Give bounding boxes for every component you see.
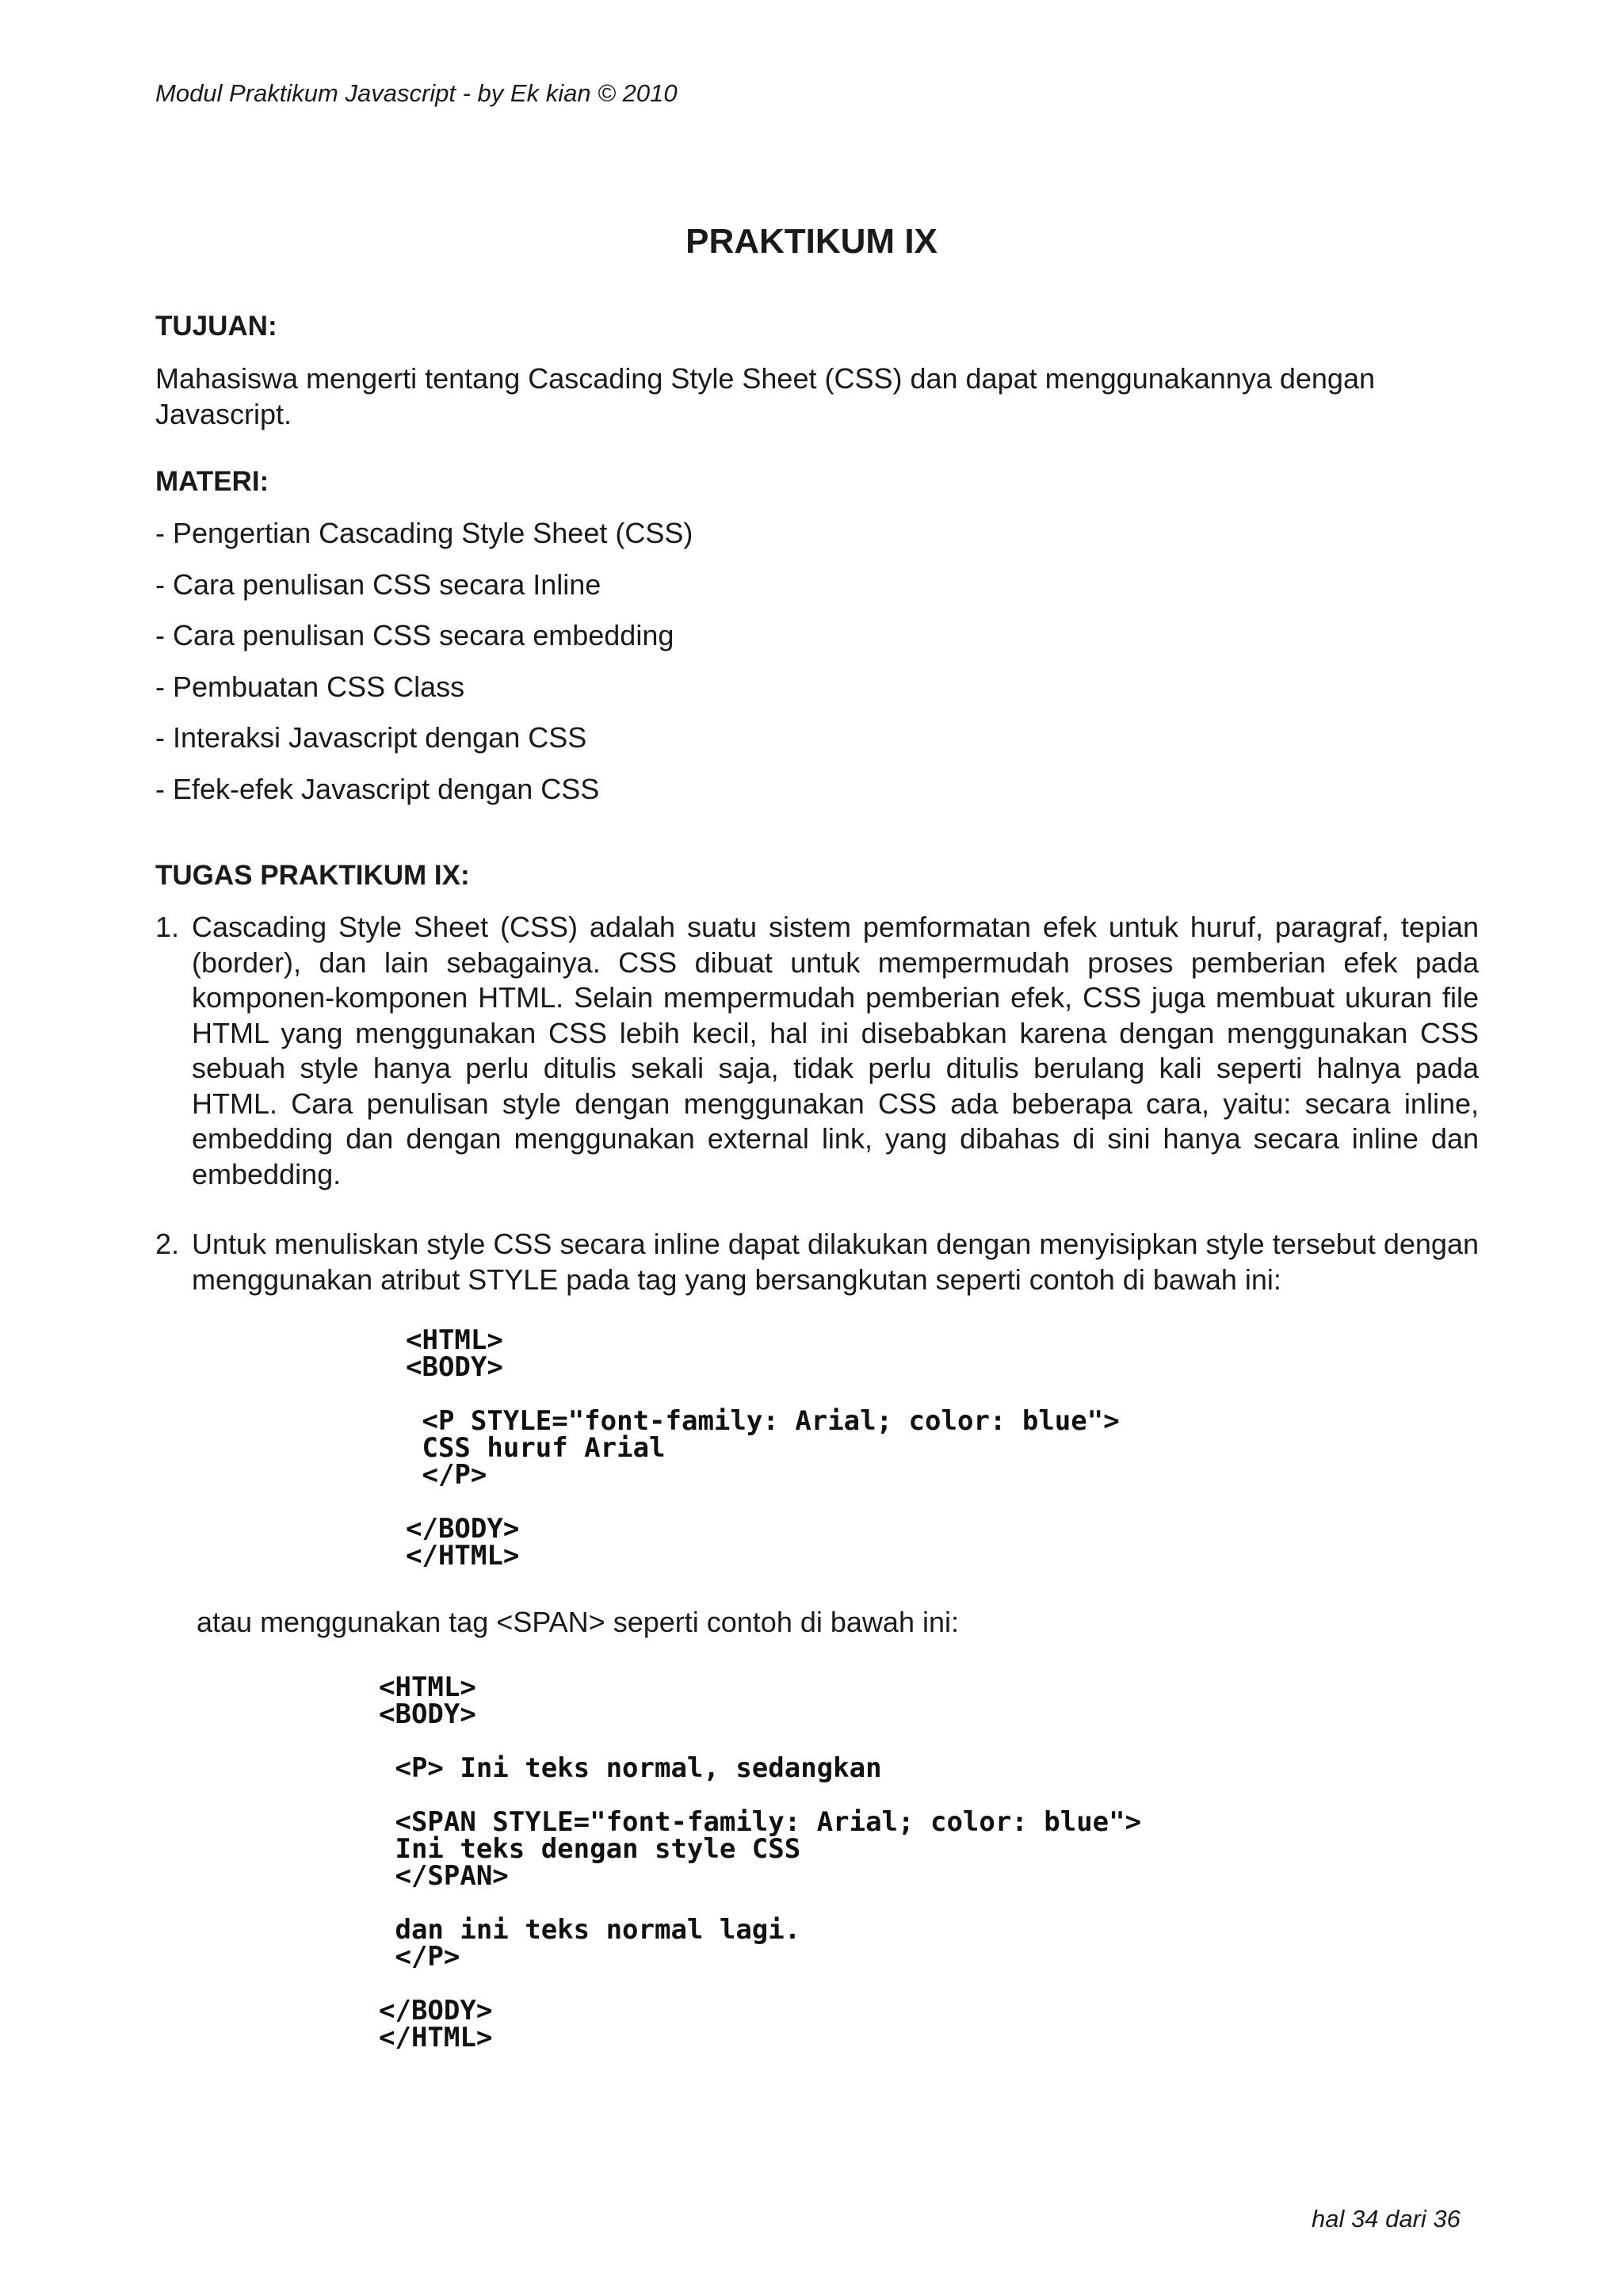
tugas-list: [155, 910, 1479, 1297]
code-blank-line: [406, 1381, 1120, 1408]
code-line: <P> Ini teks normal, sedangkan: [379, 1752, 882, 1784]
code-line: <HTML>: [406, 1324, 503, 1356]
code-blank-line: [379, 1889, 1141, 1916]
code-line: </HTML>: [379, 2022, 493, 2053]
code-line: Ini teks dengan style CSS: [379, 1833, 801, 1865]
code-line: </HTML>: [406, 1540, 520, 1572]
materi-item: - Cara penulisan CSS secara Inline: [155, 567, 601, 601]
code-line: </BODY>: [379, 1995, 493, 2027]
code-line: <SPAN STYLE="font-family: Arial; color: blue">: [379, 1806, 1142, 1838]
code-blank-line: [379, 1728, 1141, 1755]
tugas-item-2: [155, 1227, 1479, 1297]
tugas-item-text: Cascading Style Sheet (CSS) adalah suatu sistem pemformatan efek untuk huruf, paragraf, tepian (border), dan lain sebagainya. CSS dibuat untuk mempermudah proses pemberian efek pada komponen-komponen HTML. Selain mempermudah pemberian efek, CSS juga membuat ukuran file HTML yang menggunakan CSS lebih kecil, hal ini disebabkan karena dengan menggunakan CSS sebuah style hanya perlu ditulis sekali saja, tidak perlu ditulis berulang kali seperti halnya pada HTML. Cara penulisan style dengan menggunakan CSS ada beberapa cara, yaitu: secara inline, embedding dan dengan menggunakan external link, yang dibahas di sini hanya secara inline dan embedding.: [192, 911, 1479, 1190]
tugas-item-1: [155, 910, 1479, 1192]
materi-item: - Interaksi Javascript dengan CSS: [155, 721, 587, 754]
code-line: <BODY>: [406, 1351, 503, 1383]
materi-item: - Pengertian Cascading Style Sheet (CSS): [155, 517, 693, 549]
module-header: Modul Praktikum Javascript - by Ek kian © 2010: [155, 79, 678, 107]
tugas-item-number: 2.: [155, 1228, 180, 1260]
code-blank-line: [406, 1488, 1120, 1515]
code-line: </P>: [406, 1459, 487, 1491]
code-line: dan ini teks normal lagi.: [379, 1914, 801, 1946]
code-blank-line: [379, 1970, 1141, 1997]
tugas-item-text: Untuk menuliskan style CSS secara inline dapat dilakukan dengan menyisipkan style tersebut dengan menggunakan atribut STYLE pada tag yang bersangkutan seperti contoh di bawah ini:: [192, 1228, 1479, 1296]
code-line: </P>: [379, 1941, 460, 1973]
page-title: PRAKTIKUM IX: [685, 222, 938, 261]
materi-item: - Cara penulisan CSS secara embedding: [155, 619, 674, 651]
materi-heading: MATERI:: [155, 466, 269, 497]
code-example-inline: [406, 1324, 1120, 1572]
materi-item: - Pembuatan CSS Class: [155, 670, 465, 703]
code-line: <P STYLE="font-family: Arial; color: blue">: [406, 1405, 1120, 1437]
code-example-span: [379, 1671, 1142, 2053]
page-number: hal 34 dari 36: [1312, 2205, 1461, 2233]
code-line: <BODY>: [379, 1698, 476, 1730]
tugas-item-number: 1.: [155, 911, 180, 943]
code-line: <HTML>: [379, 1671, 476, 1703]
code-line: </SPAN>: [379, 1860, 509, 1892]
code-line: CSS huruf Arial: [406, 1432, 666, 1464]
code-blank-line: [379, 1782, 1141, 1809]
materi-list: [155, 515, 693, 822]
code-line: </BODY>: [406, 1513, 520, 1545]
span-intro-text: atau menggunakan tag <SPAN> seperti contoh di bawah ini:: [197, 1606, 959, 1638]
materi-item: - Efek-efek Javascript dengan CSS: [155, 772, 600, 805]
tujuan-text: Mahasiswa mengerti tentang Cascading Style Sheet (CSS) dan dapat menggunakannya dengan Javascript.: [155, 362, 1375, 430]
tugas-heading: TUGAS PRAKTIKUM IX:: [155, 860, 470, 891]
tujuan-heading: TUJUAN:: [155, 311, 277, 342]
